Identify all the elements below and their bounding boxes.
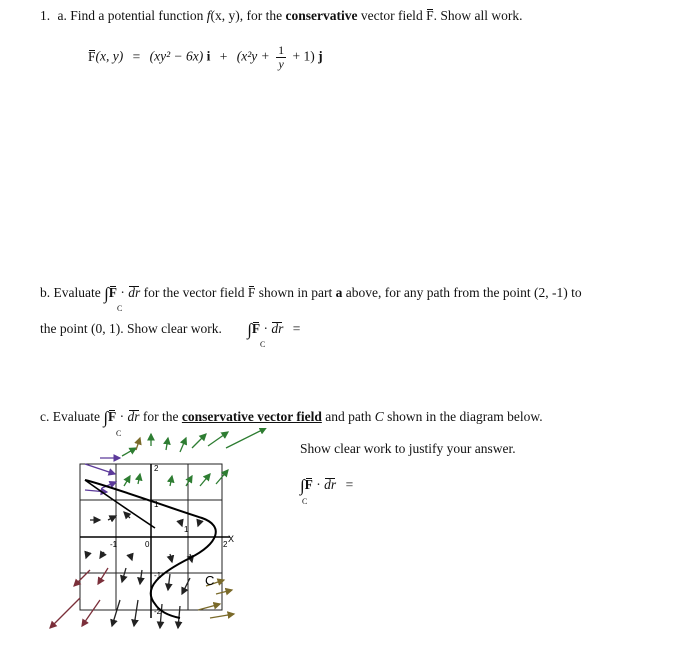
q1a-line — [40, 8, 522, 24]
tick-y-2: 2 — [154, 464, 159, 473]
path-curve-c-upper — [85, 480, 155, 528]
tick-x-neg1: -1 — [110, 540, 118, 549]
q1c-part: c. Evaluate — [40, 409, 100, 424]
field-arrow — [138, 474, 140, 484]
equals: = — [292, 321, 301, 336]
dr: dr — [324, 477, 337, 492]
integral-sub-c: C — [117, 304, 123, 313]
q1b-text3: above, for any path from the point (2, -1) to — [345, 285, 582, 300]
field-arrow — [122, 448, 136, 456]
vector-F: F — [247, 285, 256, 300]
keyword-conservative: conservative — [285, 8, 358, 23]
field-arrow — [198, 604, 220, 610]
vector-field-arrows — [50, 428, 266, 628]
field-arrow — [216, 590, 232, 594]
tick-y-neg2: -2 — [154, 607, 162, 616]
q1b-line2 — [40, 320, 300, 340]
field-arrow — [124, 512, 130, 518]
integral-sign: ∫ — [103, 408, 109, 427]
dot: · — [316, 477, 321, 492]
field-lhs-args: (x, y) — [95, 48, 124, 64]
q1c-answer-line — [300, 476, 353, 496]
field-arrow — [74, 570, 90, 586]
field-arrow — [82, 600, 100, 626]
curve-label-c: C — [205, 573, 215, 588]
vector-field-diagram — [30, 428, 280, 650]
q1b-line1 — [40, 284, 582, 304]
field-arrow — [170, 554, 172, 562]
dot: · — [119, 409, 125, 424]
part-a-ref: a — [335, 285, 343, 300]
integral-sign: ∫ — [247, 320, 252, 339]
equals: = — [345, 477, 354, 492]
q1c-text1: for the — [142, 409, 179, 424]
field-arrow — [108, 516, 116, 520]
field-arrow — [134, 600, 138, 626]
tick-y-1: 1 — [154, 500, 159, 509]
field-arrow — [136, 438, 140, 450]
field-term-j-a: (x²y + — [236, 48, 270, 64]
field-arrow — [130, 554, 132, 560]
x-axis-label: X — [228, 534, 235, 544]
path-C: C — [374, 409, 384, 424]
field-arrow — [50, 598, 80, 628]
integral-sub-c: C — [302, 497, 308, 506]
field-term-j-b: + 1) — [292, 48, 315, 64]
dot: · — [120, 285, 125, 300]
frac-num: 1 — [278, 43, 285, 57]
integral-sign: ∫ — [104, 284, 109, 303]
unit-j: j — [318, 48, 323, 64]
q1b-text1: for the vector field — [143, 285, 245, 300]
field-arrow — [180, 520, 182, 526]
field-arrow — [186, 476, 192, 486]
field-arrow — [122, 568, 126, 582]
q1a-text2: vector field — [360, 8, 423, 23]
vector-F: F — [108, 409, 117, 424]
field-arrow — [86, 552, 88, 558]
q1b-line2-text: the point (0, 1). Show clear work. — [40, 321, 222, 336]
dr: dr — [127, 409, 140, 424]
tick-x-2: 2 — [223, 540, 228, 549]
field-arrow — [208, 432, 228, 446]
field-arrow — [182, 578, 190, 594]
field-arrow — [198, 520, 200, 526]
field-arrow — [226, 428, 266, 448]
field-plus: + — [219, 48, 228, 64]
field-arrow — [85, 490, 107, 492]
tick-x-0: 0 — [145, 540, 150, 549]
q1b-text2: shown in part — [258, 285, 333, 300]
field-arrow — [124, 476, 130, 486]
field-arrow — [168, 574, 170, 590]
vector-F: F — [304, 477, 313, 492]
integral-sub-c: C — [116, 429, 122, 438]
q1b-part: b. Evaluate — [40, 285, 101, 300]
q1c-instruction: Show clear work to justify your answer. — [300, 441, 516, 456]
tick-x-1: 1 — [184, 525, 189, 534]
q1c-line1 — [40, 408, 543, 428]
field-term-i: (xy² − 6x) — [149, 48, 204, 64]
field-arrow — [200, 474, 210, 486]
field-arrow — [180, 438, 186, 452]
q1a-args: (x, y), for the — [210, 8, 283, 23]
field-lhs-F: F — [88, 48, 96, 64]
vector-F: F — [108, 285, 118, 300]
dot: · — [263, 321, 269, 336]
field-arrow — [85, 464, 115, 474]
fraction-1-over-y — [276, 44, 286, 71]
question-number: 1. — [40, 8, 51, 23]
field-arrow — [140, 570, 142, 584]
dr: dr — [128, 285, 141, 300]
q1c-text2: and path — [325, 409, 372, 424]
vector-F: F — [426, 8, 434, 23]
part-label: a. — [57, 8, 67, 23]
integral-sign: ∫ — [300, 476, 305, 495]
q1c-text3: shown in the diagram below. — [387, 409, 543, 424]
integral-sub-c: C — [260, 340, 266, 349]
q1a-text3: . Show all work. — [433, 8, 523, 23]
field-arrow — [170, 476, 172, 486]
field-arrow — [210, 614, 234, 618]
dr: dr — [271, 321, 284, 336]
field-arrow — [166, 438, 168, 450]
field-equals: = — [132, 48, 141, 64]
unit-i: i — [206, 48, 211, 64]
field-equation — [88, 44, 323, 71]
q1a-text1: Find a potential function — [70, 8, 204, 23]
field-arrow — [100, 552, 104, 558]
field-arrow — [192, 434, 206, 448]
field-arrow — [98, 568, 108, 584]
tick-y-neg1: -1 — [154, 571, 162, 580]
function-f: f — [206, 8, 211, 23]
frac-den: y — [278, 57, 284, 71]
vector-F: F — [251, 321, 261, 336]
conservative-vector-field: conservative vector field — [181, 409, 322, 424]
